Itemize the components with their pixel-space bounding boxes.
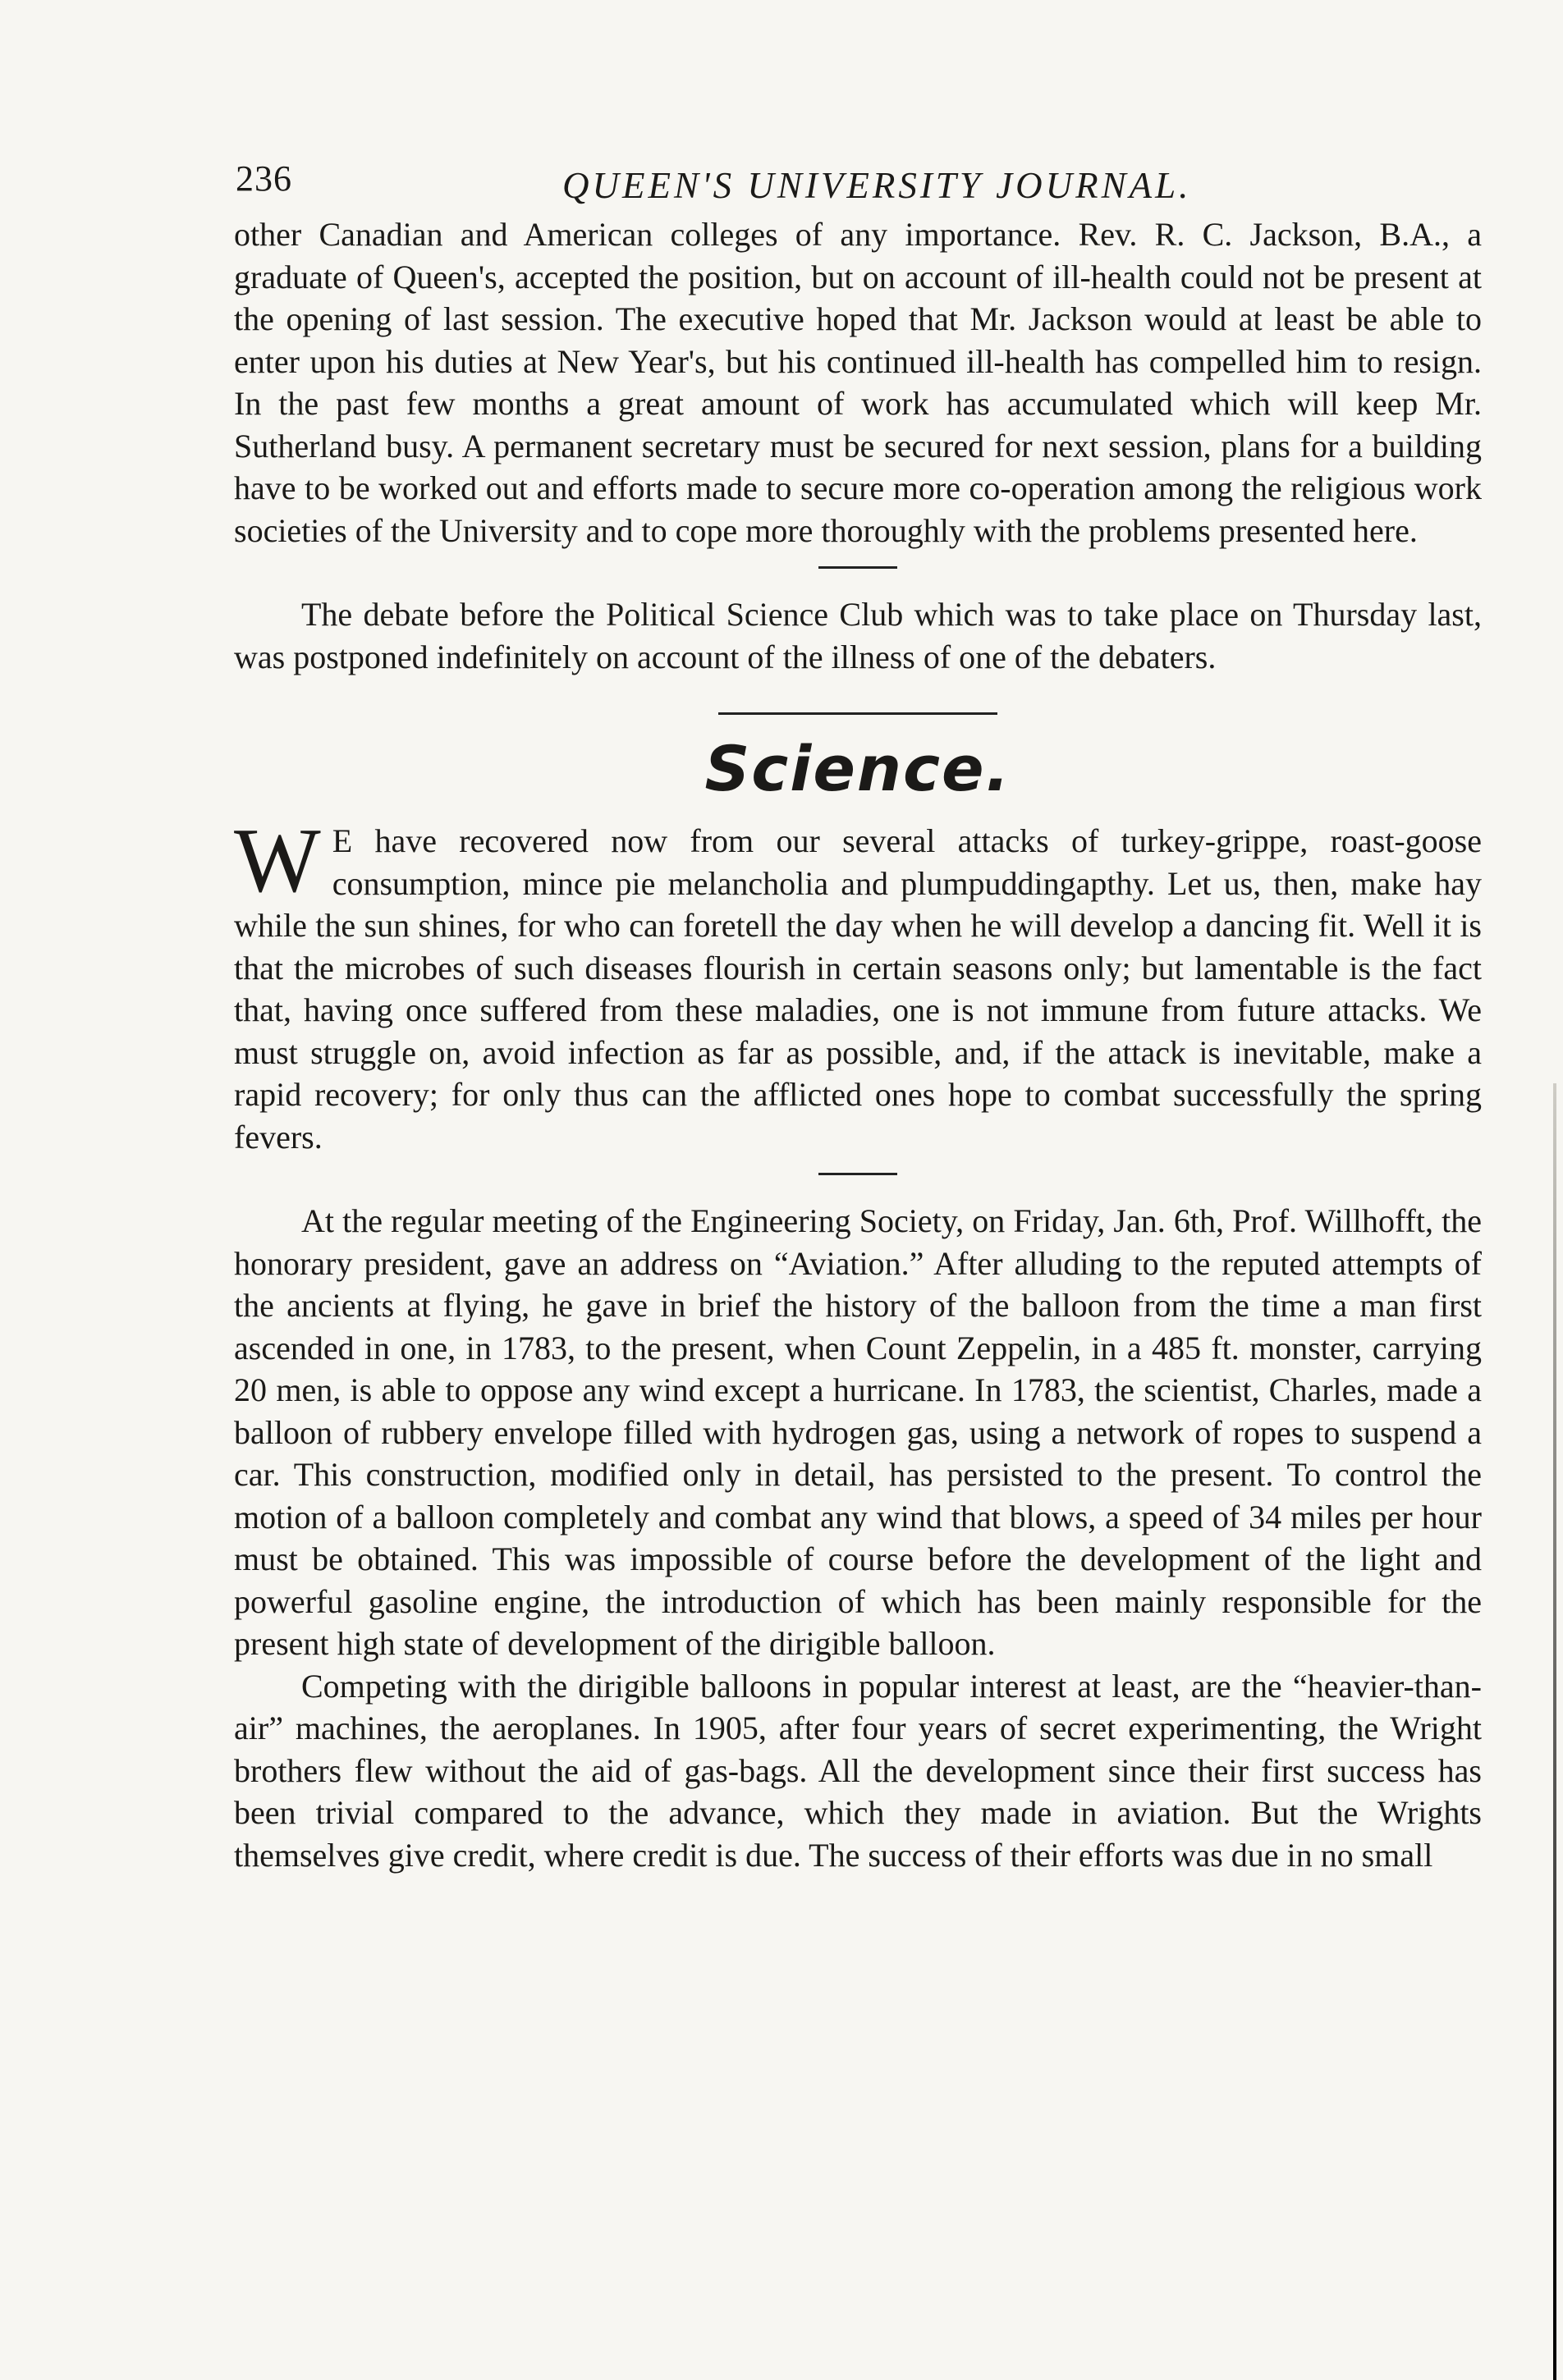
running-head [234, 148, 1482, 213]
section-divider [818, 566, 897, 569]
paragraph-science-intro-text: E have recovered now from our several attacks of turkey-grippe, roast-goose consumption, mince pie melancholia and plumpuddingapthy. Let us, then, make hay while the sun shines, for who can foretell the day when he will develop a dancing fit. Well it is that the microbes of such diseases flourish in certain seasons only; but lamentable is the fact that, having once suffered from these maladies, one is not immune from future attacks. We must struggle on, avoid infection as far as possible, and, if the attack is inevitable, make a rapid recovery; for only thus can the afflicted ones hope to combat successfully the spring fevers. [234, 822, 1482, 1156]
journal-title: QUEEN'S UNIVERSITY JOURNAL. [562, 165, 1192, 206]
section-divider-2 [818, 1173, 897, 1175]
heading-rule [718, 712, 997, 715]
journal-page [234, 148, 1482, 1876]
paragraph-debate: The debate before the Political Science Club which was to take place on Thursday last, was postponed indefinitely on account of the illness of one of the debaters. [234, 596, 1482, 675]
paragraph-competing: Competing with the dirigible balloons in popular interest at least, are the “heavier-than-air” machines, the aeroplanes. In 1905, after four years of secret experimenting, the Wright brothers flew without the aid of gas-bags. All the development since their first success has been trivial compared to the advance, which they made in aviation. But the Wrights themselves give credit, where credit is due. The success of their efforts was due in no small [234, 1667, 1482, 1874]
paragraph-continued: other Canadian and American colleges of any importance. Rev. R. C. Jackson, B.A., a graduate of Queen's, accepted the position, but on account of ill-health could not be present at the opening of last session. The executive hoped that Mr. Jackson would at least be able to enter upon his duties at New Year's, but his continued ill-health has compelled him to resign. In the past few months a great amount of work has accumulated which will keep Mr. Sutherland busy. A permanent secretary must be secured for next session, plans for a building have to be worked out and efforts made to secure more co-operation among the religious work societies of the University and to cope more thoroughly with the problems presented here. [234, 216, 1482, 549]
paragraph-science-intro [234, 810, 1482, 1158]
section-heading-science: Science. [704, 732, 1011, 805]
dropcap-letter: W [234, 810, 321, 912]
paragraph-engineering-society: At the regular meeting of the Engineering Society, on Friday, Jan. 6th, Prof. Willhofft, the honorary president, gave an address on “Aviation.” After alluding to the reputed attempts of the ancients at flying, he gave in brief the history of the balloon from the time a man first ascended in one, in 1783, to the present, when Count Zeppelin, in a 485 ft. monster, carrying 20 men, is able to oppose any wind except a hurricane. In 1783, the scientist, Charles, made a balloon of rubbery envelope filled with hydrogen gas, using a network of ropes to suspend a car. This construction, modified only in detail, has persisted to the present. To control the motion of a balloon completely and combat any wind that blows, a speed of 34 miles per hour must be obtained. This was impossible of course before the development of the light and powerful gasoline engine, the introduction of which has been mainly responsible for the present high state of development of the dirigible balloon. [234, 1202, 1482, 1662]
scan-edge-shadow [1553, 1083, 1556, 2380]
page-number: 236 [236, 158, 292, 199]
